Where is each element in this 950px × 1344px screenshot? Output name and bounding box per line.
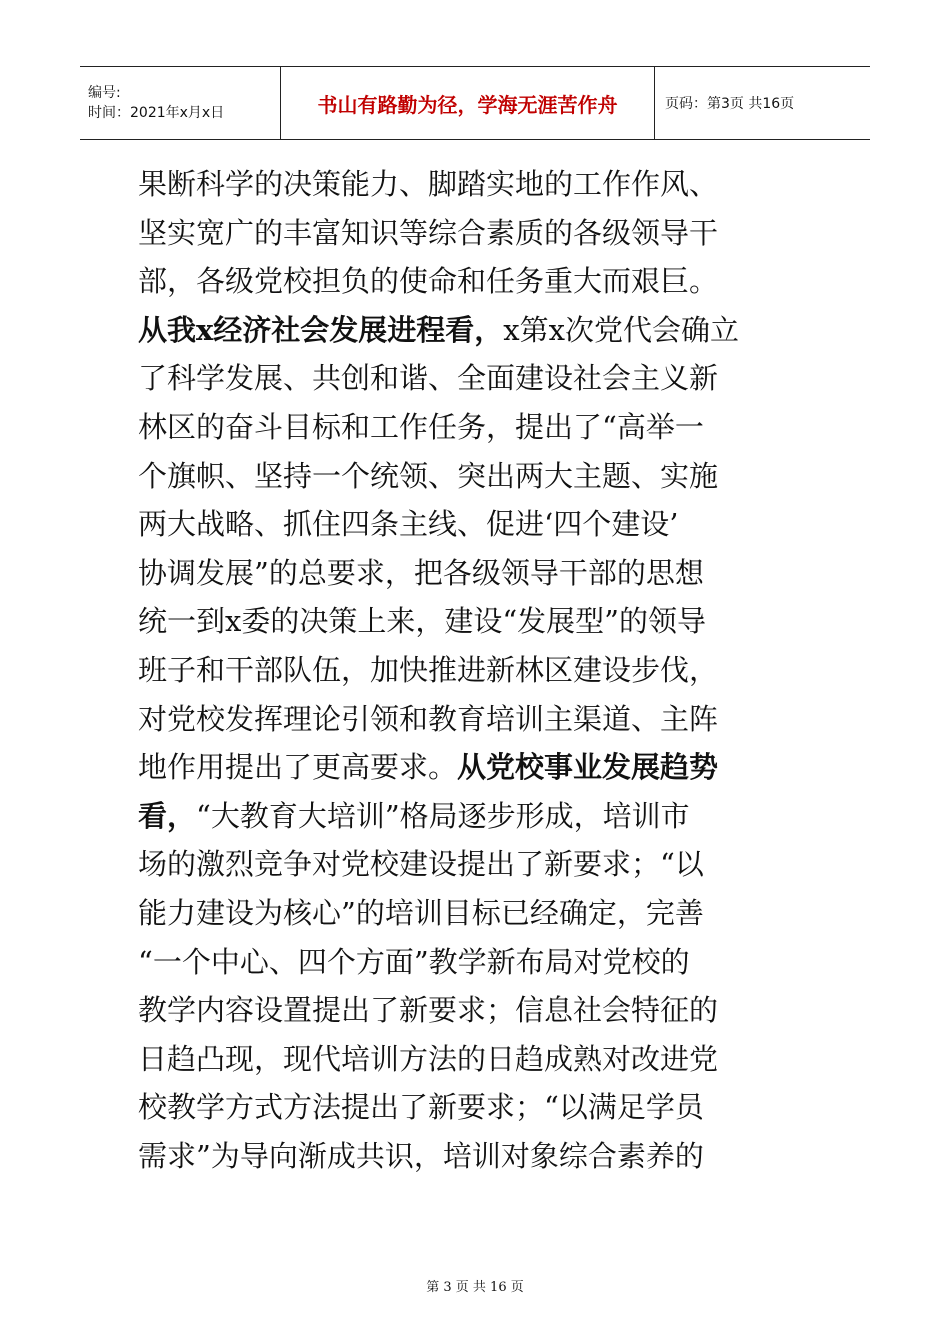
text-run: 对党校发挥理论引领和教育培训主渠道、主阵 <box>138 701 719 736</box>
body-line <box>138 500 810 549</box>
text-run: 地作用提出了更高要求。 <box>138 750 458 785</box>
body-line <box>138 695 810 744</box>
body-line <box>138 743 810 792</box>
bold-text-run: 看， <box>138 798 197 833</box>
body-line <box>138 1035 810 1084</box>
text-run: 日趋凸现，现代培训方法的日趋成熟对改进党 <box>138 1041 719 1076</box>
header-meta <box>80 67 280 139</box>
text-run: 校教学方式方法提出了新要求；“以满足学员 <box>138 1090 704 1125</box>
text-run: 坚实宽广的丰富知识等综合素质的各级领导干 <box>138 215 719 250</box>
text-run: “大教育大培训”格局逐步形成，培训市 <box>196 798 690 833</box>
text-run: 果断科学的决策能力、脚踏实地的工作作风、 <box>138 167 719 201</box>
text-run: 了科学发展、共创和谐、全面建设社会主义新 <box>138 361 719 396</box>
body-line <box>138 306 810 355</box>
body-line <box>138 549 810 598</box>
body-line <box>138 1132 810 1181</box>
body-line <box>138 597 810 646</box>
text-run: 能力建设为核心”的培训目标已经确定，完善 <box>138 895 704 930</box>
body-line <box>138 354 810 403</box>
text-run: 教学内容设置提出了新要求；信息社会特征的 <box>138 993 719 1028</box>
number-label: 编号: <box>88 85 121 101</box>
body-line <box>138 840 810 889</box>
body-line <box>138 160 810 209</box>
text-run: x第x次党代会确立 <box>503 312 740 347</box>
page-footer: 第 3 页 共 16 页 <box>426 1280 524 1295</box>
text-run: 林区的奋斗目标和工作任务，提出了“高举一 <box>138 409 704 444</box>
body-line <box>138 257 810 306</box>
text-run: 班子和干部队伍，加快推进新林区建设步伐， <box>138 652 719 687</box>
body-line <box>138 646 810 695</box>
bold-text-run: 从党校事业发展趋势 <box>457 750 719 785</box>
text-run: 个旗帜、坚持一个统领、突出两大主题、实施 <box>138 458 719 493</box>
text-run: “一个中心、四个方面”教学新布局对党校的 <box>138 944 690 979</box>
body-line <box>138 209 810 258</box>
body-line <box>138 403 810 452</box>
body-line <box>138 452 810 501</box>
text-run: 需求”为导向渐成共识，培训对象综合素养的 <box>138 1138 704 1173</box>
document-body <box>138 160 810 1180</box>
text-run: 统一到x委的决策上来，建设“发展型”的领导 <box>138 604 707 639</box>
text-run: 协调发展”的总要求，把各级领导干部的思想 <box>138 555 704 590</box>
body-line <box>138 792 810 841</box>
body-line <box>138 889 810 938</box>
text-run: 两大战略、抓住四条主线、促进‘四个建设’ <box>138 507 679 542</box>
text-run: 场的激烈竞争对党校建设提出了新要求；“以 <box>138 847 704 882</box>
body-line <box>138 938 810 987</box>
page-header <box>80 66 870 140</box>
body-line <box>138 986 810 1035</box>
header-page-info: 页码：第3页 共16页 <box>665 96 795 112</box>
body-line <box>138 1083 810 1132</box>
date-label: 时间：2021年x月x日 <box>88 105 225 121</box>
header-motto: 书山有路勤为径，学海无涯苦作舟 <box>280 67 655 139</box>
bold-text-run: 从我x经济社会发展进程看， <box>138 312 504 347</box>
text-run: 部，各级党校担负的使命和任务重大而艰巨。 <box>138 264 719 299</box>
